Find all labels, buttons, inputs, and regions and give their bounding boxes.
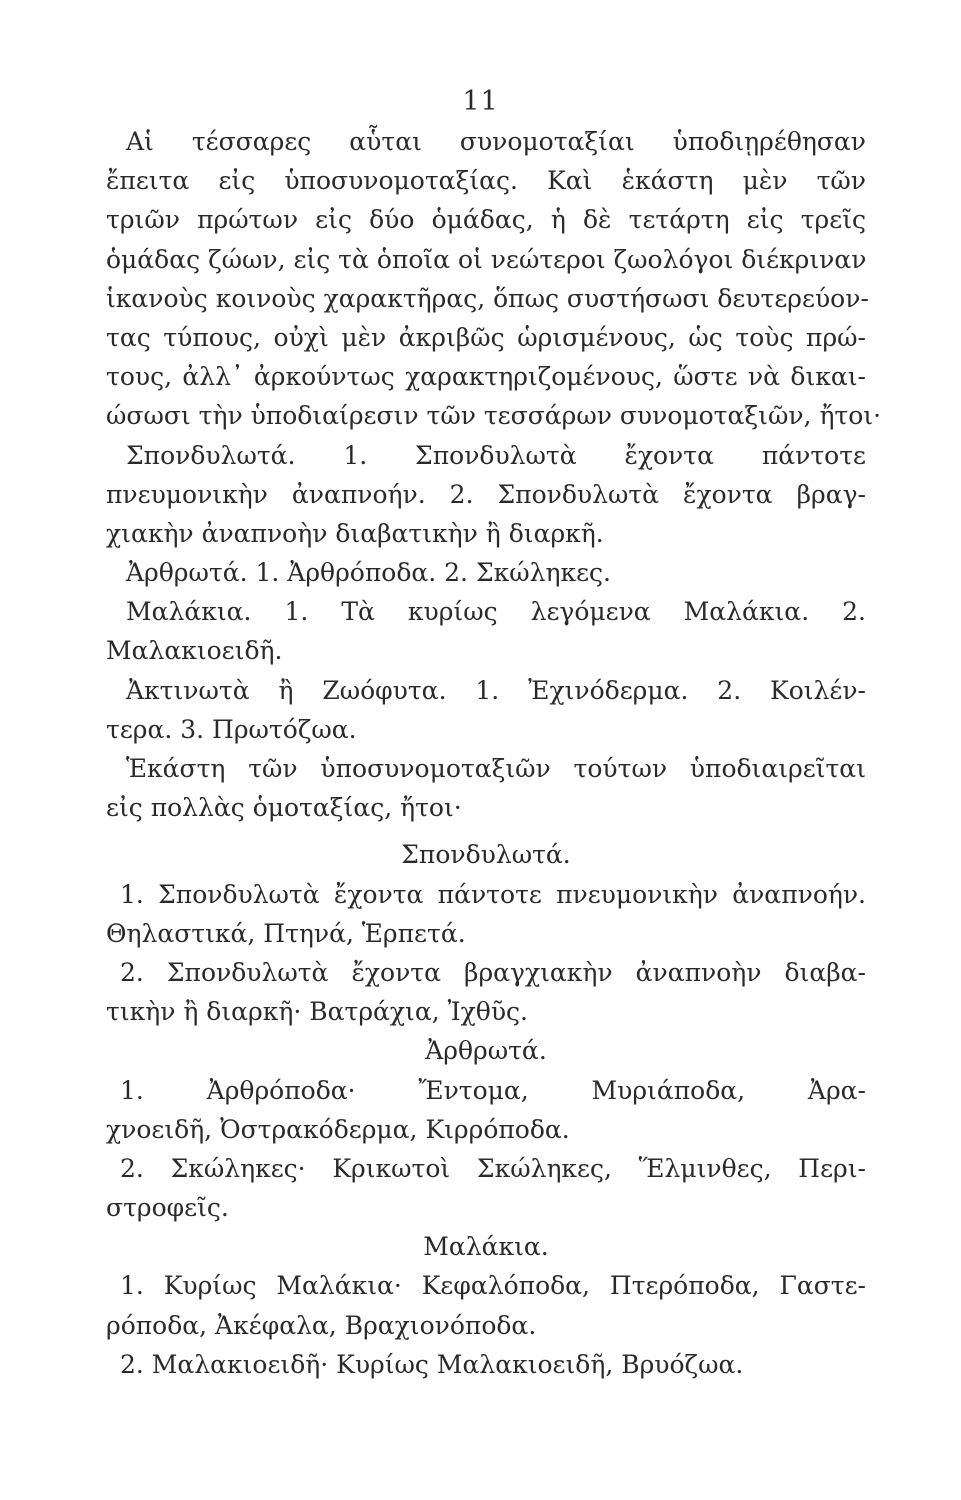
text-line: στροφεῖς. xyxy=(106,1193,229,1223)
text-line: πνευμονικὴν ἀναπνοήν. 2. Σπονδυλωτὰ ἔχοντα βραγ- xyxy=(106,479,866,509)
text-line: Θηλαστικά, Πτηνά, Ἑρπετά. xyxy=(106,918,466,948)
text-line: 1. Ἀρθρόποδα· Ἔντομα, Μυριάποδα, Ἀρα- xyxy=(120,1075,866,1105)
text-line: χιακὴν ἀναπνοὴν διαβατικὴν ἢ διαρκῆ. xyxy=(106,518,604,548)
text-line: Ἀκτινωτὰ ἢ Ζωόφυτα. 1. Ἐχινόδερμα. 2. Κοιλέν- xyxy=(126,675,866,705)
text-line: τους, ἀλλ᾽ ἀρκούντως χαρακτηριζομένους, ὥστε νὰ δικαι- xyxy=(106,362,866,392)
page-text xyxy=(106,122,882,1384)
text-line: Μαλακιοειδῆ. xyxy=(106,636,283,666)
text-line: ὁμάδας ζώων, εἰς τὰ ὁποῖα οἱ νεώτεροι ζωολόγοι διέκριναν xyxy=(106,244,867,274)
text-line: 1. Κυρίως Μαλάκια· Κεφαλόποδα, Πτερόποδα, Γαστε- xyxy=(120,1271,866,1301)
text-line: ρόποδα, Ἀκέφαλα, Βραχιονόποδα. xyxy=(106,1310,537,1340)
text-line: τριῶν πρώτων εἰς δύο ὁμάδας, ἡ δὲ τετάρτη εἰς τρεῖς xyxy=(106,205,866,235)
text-line: ώσωσι τὴν ὑποδιαίρεσιν τῶν τεσσάρων συνομοταξιῶν, ἤτοι· xyxy=(106,401,882,431)
text-line: τας τύπους, οὐχὶ μὲν ἀκριβῶς ὡρισμένους, ὡς τοὺς πρώ- xyxy=(106,322,866,352)
text-line: ἔπειτα εἰς ὑποσυνομοταξίας. Καὶ ἑκάστη μὲν τῶν xyxy=(106,166,866,196)
text-line: 1. Σπονδυλωτὰ ἔχοντα πάντοτε πνευμονικὴν ἀναπνοήν. xyxy=(120,879,866,909)
text-line: 2. Σκώληκες· Κρικωτοὶ Σκώληκες, Ἕλμινθες, Περι- xyxy=(120,1153,866,1183)
section-heading: Μαλάκια. xyxy=(423,1232,549,1262)
text-line: Ἑκάστη τῶν ὑποσυνομοταξιῶν τούτων ὑποδιαιρεῖται xyxy=(126,754,866,783)
text-line: 2. Μαλακιοειδῆ· Κυρίως Μαλακιοειδῆ, Βρυόζωα. xyxy=(120,1349,744,1379)
section-heading: Ἀρθρωτά. xyxy=(425,1036,547,1066)
section-heading: Σπονδυλωτά. xyxy=(401,840,571,870)
page-number: 11 xyxy=(462,86,499,117)
text-line: Αἱ τέσσαρες αὗται συνομοταξίαι ὑποδιῃρέθησαν xyxy=(126,127,866,156)
text-line: ἱκανοὺς κοινοὺς χαρακτῆρας, ὅπως συστήσωσι δευτερεύον- xyxy=(106,283,869,313)
text-line: τερα. 3. Πρωτόζωα. xyxy=(106,714,357,744)
text-line: Σπονδυλωτά. 1. Σπονδυλωτὰ ἔχοντα πάντοτε xyxy=(126,440,866,470)
text-line: Μαλάκια. 1. Τὰ κυρίως λεγόμενα Μαλάκια. 2. xyxy=(126,597,866,627)
text-line: τικὴν ἢ διαρκῆ· Βατράχια, Ἰχθῦς. xyxy=(106,997,528,1027)
text-line: Ἀρθρωτά. 1. Ἀρθρόποδα. 2. Σκώληκες. xyxy=(126,558,611,588)
text-line: 2. Σπονδυλωτὰ ἔχοντα βραγχιακὴν ἀναπνοὴν διαβα- xyxy=(120,957,866,987)
text-line: χνοειδῆ, Ὀστρακόδερμα, Κιρρόποδα. xyxy=(106,1114,570,1144)
text-line: εἰς πολλὰς ὁμοταξίας, ἤτοι· xyxy=(106,793,462,823)
